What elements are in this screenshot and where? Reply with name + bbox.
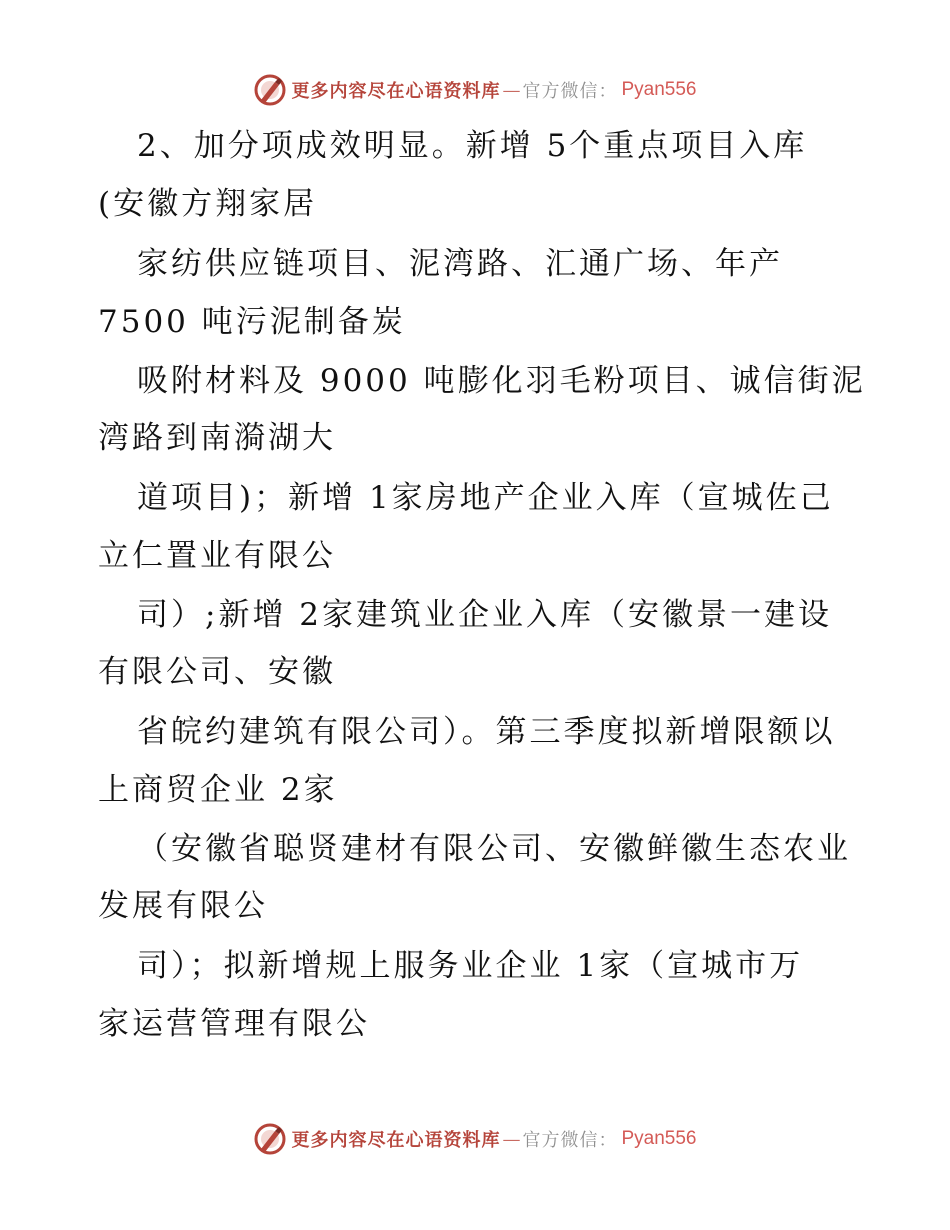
- separator-dash: —: [502, 79, 521, 101]
- footer-banner: [0, 1119, 950, 1159]
- separator-dash: —: [502, 1128, 521, 1150]
- body-line: 吸附材料及 9000 吨膨化羽毛粉项目、诚信街泥: [137, 363, 866, 399]
- wechat-label: 官方微信：: [522, 81, 618, 102]
- body-line: 上商贸企业 2家: [98, 772, 338, 808]
- wechat-id: Pyan556: [621, 79, 697, 100]
- body-line: （安徽省聪贤建材有限公司、安徽鲜徽生态农业: [137, 831, 851, 867]
- body-line: 湾路到南漪湖大: [98, 420, 336, 456]
- pen-logo-icon: [253, 1122, 287, 1156]
- body-line: 道项目)；新增 1家房地产企业入库（宣城佐己: [137, 480, 834, 516]
- body-line: 司）；拟新增规上服务业企业 1家（宣城市万: [137, 948, 804, 984]
- body-line: (安徽方翔家居: [98, 186, 318, 222]
- wechat-id: Pyan556: [621, 1128, 697, 1149]
- body-line: 省皖约建筑有限公司）。第三季度拟新增限额以: [137, 714, 836, 750]
- site-name: 更多内容尽在心语资料库: [291, 81, 501, 102]
- body-line: 7500 吨污泥制备炭: [98, 304, 406, 340]
- body-line: 发展有限公: [98, 888, 268, 924]
- site-name: 更多内容尽在心语资料库: [291, 1130, 501, 1151]
- wechat-label: 官方微信：: [522, 1130, 618, 1151]
- body-line: 有限公司、安徽: [98, 654, 336, 690]
- body-line: 2、加分项成效明显。新增 5个重点项目入库: [137, 128, 808, 164]
- body-line: 家纺供应链项目、泥湾路、汇通广场、年产: [137, 246, 783, 282]
- body-line: 司）;新增 2家建筑业企业入库（安徽景一建设: [137, 597, 833, 633]
- body-line: 家运营管理有限公: [98, 1006, 370, 1042]
- body-line: 立仁置业有限公: [98, 538, 336, 574]
